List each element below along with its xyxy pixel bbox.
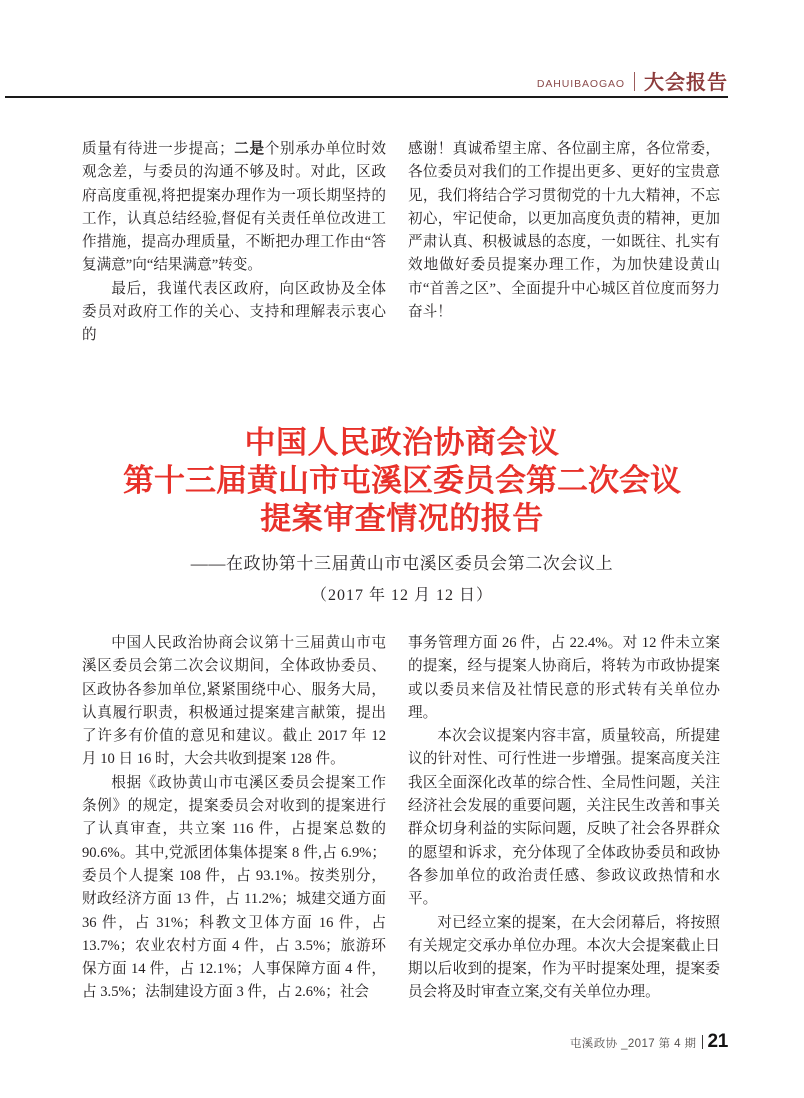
top-article-right-column xyxy=(408,138,720,324)
page-header xyxy=(5,62,728,98)
paragraph xyxy=(82,138,386,278)
report-title-block xyxy=(52,424,752,608)
page-number: 21 xyxy=(707,1031,728,1052)
paragraph: 对已经立案的提案，在大会闭幕后，将按照有关规定交承办单位办理。本次大会提案截止日期以后收到的提案，作为平时提案处理，提案委员会将及时审查立案,交有关单位办理。 xyxy=(408,914,720,1001)
page-footer xyxy=(400,1031,728,1053)
paragraph: 中国人民政治协商会议第十三届黄山市屯溪区委员会第二次会议期间，全体政协委员、区政协各参加单位,紧紧围绕中心、服务大局，认真履行职责，积极通过提案建言献策，提出了许多有价值的意见和建议。截止 2017 年 12 月 10 日 16 时，大会共收到提案 128 件。 xyxy=(82,635,386,768)
body-left-column xyxy=(82,632,386,1005)
report-subtitle: ——在政协第十三届黄山市屯溪区委员会第二次会议上 xyxy=(190,554,614,573)
report-title-line-1: 中国人民政治协商会议 xyxy=(244,425,560,461)
paragraph: 根据《政协黄山市屯溪区委员会提案工作条例》的规定，提案委员会对收到的提案进行了认真审查，共立案 116 件，占提案总数的 90.6%。其中,党派团体集体提案 8 件,占 6.9%；委员个人提案 108 件，占 93.1%。按类别分，财政经济方面 13 件，占 11.2%；城建交通方面 36 件，占 31%；科教文卫体方面 16 件，占 13.7%；农业农村方面 4 件，占 3.5%；旅游环保方面 14 件，占 12.1%；人事保障方面 4 件，占 3.5%；法制建设方面 3 件，占 2.6%；社会 xyxy=(82,774,386,1001)
paragraph: 感谢！真诚希望主席、各位副主席，各位常委，各位委员对我们的工作提出更多、更好的宝贵意见，我们将结合学习贯彻党的十九大精神，不忘初心，牢记使命，以更加高度负责的精神，更加严肃认真、积极诚恳的态度，一如既往、扎实有效地做好委员提案办理工作，为加快建设黄山市“首善之区”、全面提升中心城区首位度而努力奋斗！ xyxy=(408,141,720,321)
footer-issue-label: 屯溪政协 _2017 第 4 期 xyxy=(569,1038,697,1050)
body-right-column xyxy=(408,632,720,1005)
top-left-run-1: 质量有待进一步提高； xyxy=(82,141,234,157)
report-dateline: （2017 年 12 月 12 日） xyxy=(310,587,493,604)
top-left-bold-run: 二是 xyxy=(233,141,265,157)
paragraph: 本次会议提案内容丰富，质量较高，所提建议的针对性、可行性进一步增强。提案高度关注我区全面深化改革的综合性、全局性问题，关注经济社会发展的重要问题，关注民生改善和事关群众切身利益的实际问题，反映了社会各界群众的愿望和诉求，充分体现了全体政协委员和政协各参加单位的政治责任感、参政议政热情和水平。 xyxy=(408,728,720,908)
top-article-left-column xyxy=(82,138,386,348)
header-section-title: 大会报告 xyxy=(644,70,728,94)
report-title-line-2: 第十三届黄山市屯溪区委员会第二次会议 xyxy=(123,463,681,499)
top-left-run-2: 个别承办单位时效观念差，与委员的沟通不够及时。对此，区政府高度重视,将把提案办理作为一项长期坚持的工作，认真总结经验,督促有关责任单位改进工作措施，提高办理质量，不断把办理工作由“答复满意”向“结果满意”转变。 xyxy=(82,141,386,274)
paragraph: 最后，我谨代表区政府，向区政协及全体委员对政府工作的关心、支持和理解表示衷心的 xyxy=(82,280,386,344)
header-divider xyxy=(634,72,635,91)
paragraph: 事务管理方面 26 件，占 22.4%。对 12 件未立案的提案，经与提案人协商后，将转为市政协提案或以委员来信及社情民意的形式转有关单位办理。 xyxy=(408,635,720,721)
header-pinyin-label: DAHUIBAOGAO xyxy=(536,77,625,90)
report-title-line-3: 提案审查情况的报告 xyxy=(260,501,544,537)
footer-divider xyxy=(702,1035,703,1049)
